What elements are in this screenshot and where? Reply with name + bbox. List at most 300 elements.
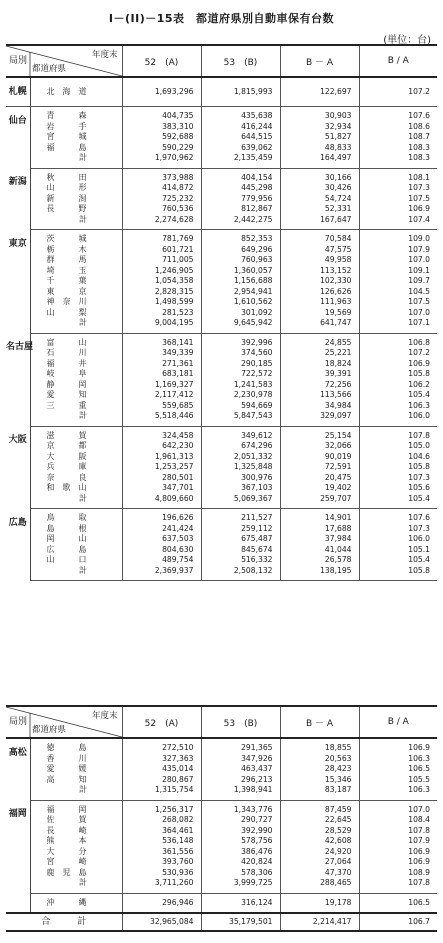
value-diff: 24,855	[280, 333, 359, 348]
value-1977: 559,685	[122, 401, 201, 412]
subtotal-row	[6, 318, 437, 333]
value-ratio: 107.6	[359, 509, 437, 524]
table-row	[6, 245, 437, 256]
table-row	[6, 77, 437, 107]
value-diff: 37,984	[280, 534, 359, 545]
bureau-cell: 新潟	[6, 168, 30, 230]
prefecture-name: 佐 賀	[46, 815, 87, 824]
value-diff: 83,187	[280, 785, 359, 800]
table-row	[6, 524, 437, 535]
value-1978: 259,112	[201, 524, 280, 535]
prefecture-name: 岐 阜	[46, 369, 87, 378]
value-ratio: 107.8	[359, 826, 437, 837]
value-ratio: 107.8	[359, 878, 437, 893]
value-diff: 102,330	[280, 276, 359, 287]
value-1978: 649,296	[201, 245, 280, 256]
value-ratio: 106.5	[359, 893, 437, 913]
value-1977: 383,310	[122, 122, 201, 133]
value-diff: 30,426	[280, 183, 359, 194]
value-1978: 1,156,688	[201, 276, 280, 287]
bureau-cell: 大阪	[6, 426, 30, 509]
value-1978: 1,398,941	[201, 785, 280, 800]
value-1977: 781,769	[122, 230, 201, 245]
value-diff: 34,984	[280, 401, 359, 412]
value-1978: 2,954,941	[201, 287, 280, 298]
prefecture-name: 和 歌 山	[46, 483, 87, 492]
value-1978: 420,824	[201, 857, 280, 868]
value-ratio: 108.3	[359, 143, 437, 154]
value-1977: 364,461	[122, 826, 201, 837]
value-ratio: 109.0	[359, 230, 437, 245]
value-diff: 72,256	[280, 380, 359, 391]
value-1978: 349,612	[201, 426, 280, 441]
table-row	[6, 473, 437, 484]
value-1978: 1,325,848	[201, 462, 280, 473]
table-row	[6, 333, 437, 348]
table-row	[6, 800, 437, 815]
value-diff: 47,370	[280, 868, 359, 879]
value-1977: 1,253,257	[122, 462, 201, 473]
subtotal-label: 計	[30, 318, 122, 333]
bureau-cell: 仙台	[6, 107, 30, 169]
prefecture-name: 千 葉	[46, 276, 87, 285]
value-ratio: 108.9	[359, 868, 437, 879]
value-ratio: 108.7	[359, 132, 437, 143]
header-col-ratio: B / A	[359, 45, 437, 77]
value-1978: 779,956	[201, 194, 280, 205]
value-1978: 639,062	[201, 143, 280, 154]
value-1978: 594,669	[201, 401, 280, 412]
value-1978: 347,926	[201, 754, 280, 765]
value-diff: 30,903	[280, 107, 359, 122]
value-1977: 296,946	[122, 893, 201, 913]
value-1977: 271,361	[122, 359, 201, 370]
value-1977: 530,936	[122, 868, 201, 879]
value-ratio: 106.2	[359, 380, 437, 391]
value-1977: 1,054,358	[122, 276, 201, 287]
subtotal-label: 計	[30, 785, 122, 800]
prefecture-name: 山 口	[46, 555, 87, 564]
grand-total-1977: 32,965,084	[122, 913, 201, 931]
value-1978: 290,727	[201, 815, 280, 826]
prefecture-name: 岩 手	[46, 121, 87, 131]
table-row	[6, 847, 437, 858]
value-1978: 445,298	[201, 183, 280, 194]
vehicle-table-part-2	[6, 705, 437, 932]
subtotal-row	[6, 494, 437, 509]
table-row	[6, 754, 437, 765]
value-diff: 113,566	[280, 390, 359, 401]
value-1977: 1,315,754	[122, 785, 201, 800]
value-1977: 280,867	[122, 775, 201, 786]
header-bureau-label: 局別	[9, 56, 28, 66]
header-year-label: 年度末	[91, 711, 118, 721]
value-diff: 18,824	[280, 359, 359, 370]
prefecture-name: 島 根	[46, 523, 87, 533]
prefecture-name: 京 都	[46, 441, 87, 450]
value-diff: 25,221	[280, 348, 359, 359]
prefecture-name: 長 野	[46, 204, 87, 213]
value-1977: 489,754	[122, 555, 201, 566]
value-ratio: 106.8	[359, 333, 437, 348]
subtotal-row	[6, 785, 437, 800]
table-row	[6, 297, 437, 308]
prefecture-name: 愛 知	[46, 390, 87, 399]
table-row	[6, 857, 437, 868]
value-1977: 725,232	[122, 194, 201, 205]
header-corner-cell	[6, 706, 122, 738]
value-1977: 1,256,317	[122, 800, 201, 815]
value-1977: 5,518,446	[122, 411, 201, 426]
value-ratio: 107.0	[359, 255, 437, 266]
value-1978: 852,353	[201, 230, 280, 245]
value-diff: 164,497	[280, 153, 359, 168]
value-ratio: 106.3	[359, 785, 437, 800]
prefecture-name: 北 海 道	[30, 77, 122, 107]
header-col-b: 53 (B)	[201, 706, 280, 738]
bureau-cell: 福岡	[6, 800, 30, 893]
table-row	[6, 534, 437, 545]
subtotal-label: 計	[30, 411, 122, 426]
header-prefecture-label: 都道府県	[32, 64, 67, 74]
value-diff: 259,707	[280, 494, 359, 509]
value-1978: 392,996	[201, 333, 280, 348]
value-diff: 113,152	[280, 266, 359, 277]
value-1977: 373,988	[122, 168, 201, 183]
value-diff: 51,827	[280, 132, 359, 143]
value-diff: 72,591	[280, 462, 359, 473]
header-year-label: 年度末	[91, 50, 118, 60]
prefecture-name: 埼 玉	[46, 265, 87, 275]
value-diff: 19,178	[280, 893, 359, 913]
table-row	[6, 380, 437, 391]
header-corner-cell	[6, 45, 122, 77]
table-row	[6, 287, 437, 298]
table-row	[6, 775, 437, 786]
value-diff: 26,578	[280, 555, 359, 566]
value-diff: 32,934	[280, 122, 359, 133]
value-diff: 22,645	[280, 815, 359, 826]
value-1978: 5,069,367	[201, 494, 280, 509]
value-1977: 601,721	[122, 245, 201, 256]
value-ratio: 107.6	[359, 107, 437, 122]
value-diff: 27,064	[280, 857, 359, 868]
grand-total-label: 合 計	[6, 913, 122, 931]
value-ratio: 106.9	[359, 204, 437, 215]
header-bureau-label: 局別	[9, 717, 28, 727]
value-ratio: 105.5	[359, 775, 437, 786]
value-ratio: 108.4	[359, 815, 437, 826]
value-1978: 435,638	[201, 107, 280, 122]
subtotal-label: 計	[30, 153, 122, 168]
prefecture-name: 秋 田	[46, 172, 87, 182]
value-1977: 241,424	[122, 524, 201, 535]
bureau-cell: 札幌	[6, 77, 30, 107]
value-1977: 1,169,327	[122, 380, 201, 391]
table-row	[6, 369, 437, 380]
table-row	[6, 401, 437, 412]
value-ratio: 106.9	[359, 857, 437, 868]
table-row	[6, 308, 437, 319]
header-col-a: 52 (A)	[122, 45, 201, 77]
value-ratio: 107.2	[359, 348, 437, 359]
value-ratio: 106.3	[359, 401, 437, 412]
prefecture-name: 広 島	[46, 544, 87, 554]
prefecture-name: 山 梨	[46, 307, 87, 317]
value-ratio: 107.3	[359, 183, 437, 194]
value-1977: 280,501	[122, 473, 201, 484]
value-1978: 211,527	[201, 509, 280, 524]
table-row	[6, 555, 437, 566]
table-row	[6, 452, 437, 463]
value-1978: 3,999,725	[201, 878, 280, 893]
value-1977: 1,961,313	[122, 452, 201, 463]
value-ratio: 105.4	[359, 555, 437, 566]
value-1978: 644,515	[201, 132, 280, 143]
value-diff: 28,423	[280, 764, 359, 775]
value-1977: 281,523	[122, 308, 201, 319]
value-diff: 32,066	[280, 441, 359, 452]
value-1977: 327,363	[122, 754, 201, 765]
grand-total-ratio: 106.7	[359, 913, 437, 931]
value-ratio: 109.1	[359, 266, 437, 277]
unit-label: (単位：台)	[383, 35, 431, 46]
value-ratio: 107.5	[359, 297, 437, 308]
value-1977: 642,230	[122, 441, 201, 452]
value-diff: 90,019	[280, 452, 359, 463]
bureau-cell: 広島	[6, 509, 30, 581]
value-ratio: 107.5	[359, 194, 437, 205]
table-row	[6, 390, 437, 401]
value-diff: 641,747	[280, 318, 359, 333]
value-1977: 9,004,195	[122, 318, 201, 333]
prefecture-name: 滋 賀	[46, 430, 87, 440]
value-ratio: 105.8	[359, 566, 437, 581]
prefecture-name: 愛 媛	[46, 764, 87, 773]
subtotal-label: 計	[30, 566, 122, 581]
prefecture-name: 奈 良	[46, 472, 87, 482]
value-1977: 4,809,660	[122, 494, 201, 509]
value-1978: 463,437	[201, 764, 280, 775]
subtotal-row	[6, 215, 437, 230]
value-1978: 578,306	[201, 868, 280, 879]
value-1977: 2,369,937	[122, 566, 201, 581]
value-ratio: 109.7	[359, 276, 437, 287]
value-diff: 111,963	[280, 297, 359, 308]
table-row	[6, 764, 437, 775]
value-1977: 1,970,962	[122, 153, 201, 168]
prefecture-name: 山 形	[46, 183, 87, 192]
value-1978: 812,867	[201, 204, 280, 215]
prefecture-name: 青 森	[46, 111, 87, 120]
value-diff: 48,833	[280, 143, 359, 154]
value-1977: 196,626	[122, 509, 201, 524]
value-1977: 1,246,905	[122, 266, 201, 277]
value-ratio: 105.0	[359, 441, 437, 452]
subtotal-row	[6, 878, 437, 893]
value-1978: 404,154	[201, 168, 280, 183]
prefecture-name: 福 島	[46, 142, 87, 152]
value-diff: 52,331	[280, 204, 359, 215]
value-diff: 138,195	[280, 566, 359, 581]
value-diff: 19,569	[280, 308, 359, 319]
prefecture-name: 宮 城	[46, 132, 87, 141]
subtotal-row	[6, 153, 437, 168]
table-row	[6, 143, 437, 154]
value-ratio: 107.3	[359, 473, 437, 484]
subtotal-label: 計	[30, 215, 122, 230]
table-row	[6, 183, 437, 194]
value-ratio: 107.0	[359, 308, 437, 319]
value-1978: 416,244	[201, 122, 280, 133]
value-ratio: 105.4	[359, 494, 437, 509]
value-ratio: 108.1	[359, 168, 437, 183]
prefecture-name: 沖 縄	[30, 893, 122, 913]
value-1977: 804,630	[122, 545, 201, 556]
table-row	[6, 122, 437, 133]
prefecture-name: 東 京	[46, 286, 87, 296]
value-1978: 1,343,776	[201, 800, 280, 815]
value-diff: 54,724	[280, 194, 359, 205]
table-row	[6, 255, 437, 266]
value-1978: 2,230,978	[201, 390, 280, 401]
prefecture-name: 福 岡	[46, 804, 87, 814]
prefecture-name: 熊 本	[46, 836, 87, 845]
prefecture-name: 静 岡	[46, 379, 87, 389]
value-diff: 17,688	[280, 524, 359, 535]
value-ratio: 105.4	[359, 390, 437, 401]
value-1978: 367,103	[201, 483, 280, 494]
value-1978: 1,815,993	[201, 77, 280, 107]
value-diff: 70,584	[280, 230, 359, 245]
bureau-cell: 東京	[6, 230, 30, 334]
value-1978: 845,674	[201, 545, 280, 556]
value-1977: 272,510	[122, 738, 201, 754]
value-1978: 1,360,057	[201, 266, 280, 277]
table-row	[6, 132, 437, 143]
table-row	[6, 868, 437, 879]
value-ratio: 105.1	[359, 545, 437, 556]
value-1978: 5,847,543	[201, 411, 280, 426]
prefecture-name: 香 川	[46, 753, 87, 763]
value-ratio: 107.1	[359, 318, 437, 333]
table-row	[6, 230, 437, 245]
table-row	[6, 441, 437, 452]
value-1977: 683,181	[122, 369, 201, 380]
value-ratio: 106.3	[359, 754, 437, 765]
header-col-b: 53 (B)	[201, 45, 280, 77]
value-1978: 1,610,562	[201, 297, 280, 308]
value-ratio: 107.9	[359, 836, 437, 847]
table-row	[6, 359, 437, 370]
value-diff: 47,575	[280, 245, 359, 256]
table-row	[6, 107, 437, 122]
value-ratio: 106.9	[359, 359, 437, 370]
table-row	[6, 204, 437, 215]
table-row	[6, 426, 437, 441]
value-1977: 760,536	[122, 204, 201, 215]
value-1977: 637,503	[122, 534, 201, 545]
value-diff: 126,626	[280, 287, 359, 298]
table-row	[6, 545, 437, 556]
value-1978: 290,185	[201, 359, 280, 370]
value-diff: 87,459	[280, 800, 359, 815]
table-row	[6, 348, 437, 359]
bureau-cell: 高松	[6, 738, 30, 800]
value-diff: 15,346	[280, 775, 359, 786]
value-ratio: 107.0	[359, 800, 437, 815]
value-1978: 296,213	[201, 775, 280, 786]
value-1978: 760,963	[201, 255, 280, 266]
value-1977: 592,688	[122, 132, 201, 143]
value-ratio: 106.5	[359, 764, 437, 775]
value-diff: 329,097	[280, 411, 359, 426]
table-row	[6, 509, 437, 524]
value-1977: 361,556	[122, 847, 201, 858]
value-1977: 2,117,412	[122, 390, 201, 401]
value-ratio: 106.0	[359, 411, 437, 426]
prefecture-name: 兵 庫	[46, 462, 87, 471]
value-1977: 1,498,599	[122, 297, 201, 308]
subtotal-label: 計	[30, 494, 122, 509]
value-diff: 24,920	[280, 847, 359, 858]
table-row	[6, 826, 437, 837]
value-1977: 2,828,315	[122, 287, 201, 298]
grand-total-row	[6, 913, 437, 931]
table-row	[6, 815, 437, 826]
header-col-a: 52 (A)	[122, 706, 201, 738]
value-1978: 578,756	[201, 836, 280, 847]
prefecture-name: 高 知	[46, 774, 87, 784]
value-1978: 386,476	[201, 847, 280, 858]
prefecture-name: 栃 木	[46, 244, 87, 254]
value-1978: 9,645,942	[201, 318, 280, 333]
prefecture-name: 群 馬	[46, 255, 87, 264]
table-row	[6, 276, 437, 287]
table-row	[6, 266, 437, 277]
value-1977: 368,141	[122, 333, 201, 348]
value-diff: 39,391	[280, 369, 359, 380]
value-diff: 20,475	[280, 473, 359, 484]
bureau-cell: 名古屋	[6, 333, 30, 426]
value-diff: 18,855	[280, 738, 359, 754]
value-1978: 301,092	[201, 308, 280, 319]
value-1978: 374,560	[201, 348, 280, 359]
value-1978: 1,241,583	[201, 380, 280, 391]
value-ratio: 108.6	[359, 122, 437, 133]
value-1977: 404,735	[122, 107, 201, 122]
bureau-cell	[6, 893, 30, 913]
prefecture-name: 石 川	[46, 348, 87, 357]
prefecture-name: 岡 山	[46, 534, 87, 543]
value-ratio: 107.9	[359, 245, 437, 256]
value-diff: 122,697	[280, 77, 359, 107]
value-diff: 20,563	[280, 754, 359, 765]
value-1977: 435,014	[122, 764, 201, 775]
value-ratio: 105.6	[359, 483, 437, 494]
subtotal-label: 計	[30, 878, 122, 893]
prefecture-name: 茨 城	[46, 234, 87, 243]
value-ratio: 107.2	[359, 77, 437, 107]
value-1977: 2,274,628	[122, 215, 201, 230]
prefecture-name: 富 山	[46, 337, 87, 347]
prefecture-name: 大 阪	[46, 451, 87, 461]
value-1978: 291,365	[201, 738, 280, 754]
value-diff: 25,154	[280, 426, 359, 441]
value-ratio: 107.3	[359, 524, 437, 535]
value-ratio: 107.4	[359, 215, 437, 230]
prefecture-name: 新 潟	[46, 193, 87, 203]
